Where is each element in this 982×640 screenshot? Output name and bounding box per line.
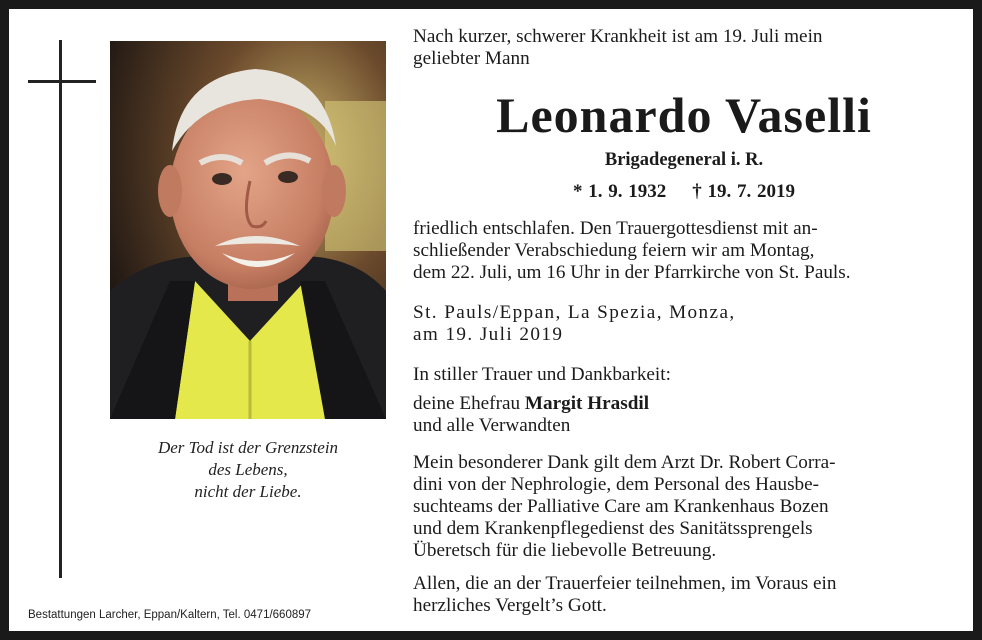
intro-line: Nach kurzer, schwerer Krankheit ist am 19. Juli mein [413, 26, 823, 47]
intro-line: geliebter Mann [413, 48, 530, 69]
wife-name: Margit Hrasdil [524, 393, 650, 414]
thanks-text [413, 452, 955, 562]
birth-date: * 1. 9. 1932 [573, 181, 667, 202]
service-text [413, 218, 955, 284]
service-line: friedlich entschlafen. Den Trauergottesdienst mit an- [413, 218, 818, 239]
closing-line: herzliches Vergelt’s Gott. [413, 595, 607, 616]
cross-icon-bar [28, 80, 96, 83]
closing-text [413, 573, 955, 617]
portrait-photo [110, 41, 386, 419]
wife-line [413, 393, 955, 415]
wife-prefix: deine Ehefrau [413, 393, 525, 414]
deceased-name: Leonardo Vaselli [496, 87, 872, 143]
date-line: am 19. Juli 2019 [413, 324, 564, 345]
closing-line: Allen, die an der Trauerfeier teilnehmen, im Voraus ein [413, 573, 837, 594]
place-line: St. Pauls/Eppan, La Spezia, Monza, [413, 302, 736, 323]
thanks-line: und dem Krankenpflegedienst des Sanitätssprengels [413, 518, 813, 539]
mourning-line: In stiller Trauer und Dankbarkeit: [413, 364, 671, 385]
thanks-line: suchteams der Palliative Care am Krankenhaus Bozen [413, 496, 829, 517]
relatives-line: und alle Verwandten [413, 415, 571, 436]
mourners [413, 393, 955, 437]
quote-line: des Lebens, [208, 460, 288, 479]
life-dates [413, 181, 955, 203]
thanks-line: Überetsch für die liebevolle Betreuung. [413, 540, 717, 561]
cross-icon [59, 40, 62, 578]
service-line: schließender Verabschiedung feiern wir am Montag, [413, 240, 815, 261]
thanks-line: dini von der Nephrologie, dem Personal des Hausbe- [413, 474, 820, 495]
quote-line: nicht der Liebe. [194, 482, 302, 501]
deceased-rank: Brigadegeneral i. R. [604, 150, 764, 170]
funeral-home-contact: Bestattungen Larcher, Eppan/Kaltern, Tel. 0471/660897 [28, 609, 312, 621]
quote-line: Der Tod ist der Grenzstein [157, 438, 339, 457]
intro-text [413, 26, 955, 70]
thanks-line: Mein besonderer Dank gilt dem Arzt Dr. Robert Corra- [413, 452, 836, 473]
place-and-date [413, 302, 955, 346]
service-line: dem 22. Juli, um 16 Uhr in der Pfarrkirche von St. Pauls. [413, 262, 851, 283]
death-date: † 19. 7. 2019 [692, 181, 795, 202]
memorial-quote [110, 437, 386, 503]
